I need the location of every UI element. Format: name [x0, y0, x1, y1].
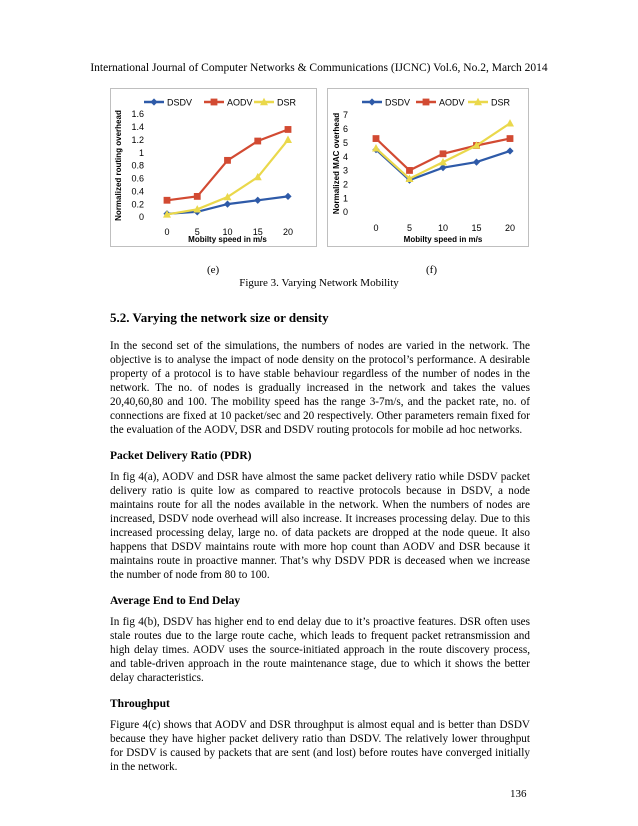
pdr-paragraph: In fig 4(a), AODV and DSR have almost the same packet delivery ratio while DSDV packet delivery ratio is quite low as compared to reactive protocols because in DSDV, a node maintains route for all the nodes available in the network. When the numbers of nodes are increased, DSDV node overhead will also increase. It increases processing delay. Due to this increased processing delay, large no. of data packets are dropped at the node queue. It also happens that DSDV maintains route with more hop count than AODV and DSR because it maintains route in proactive manner. That’s why DSDV PDR is deceased when we increase the number of node from 80 to 100.: [110, 471, 530, 581]
chart-e-legend-label-dsr: DSR: [277, 97, 297, 108]
chart-e-xtick-label: 10: [222, 227, 233, 237]
chart-f-point-dsdv: [506, 147, 513, 154]
chart-f-ytick-label: 7: [342, 110, 348, 121]
intro-paragraph: In the second set of the simulations, the numbers of nodes are varied in the network. The objective is to analyse the impact of node density on the protocol’s performance. A desirable property of a protocol is to have stable behaviour regardless of the number of nodes in the network. The no. of nodes is gradually increased in the network and takes the values 20,40,60,80 and 100. The mobility speed has the range 3-7m/s, and the packet rate, no. of connections are fixed at 10 packet/sec and 20 respectively. Other parameters remain fixed for the evaluation of the AODV, DSR and DSDV routing protocols for mobile ad hoc networks.: [110, 340, 530, 436]
chart-e-ytick-label: 0.2: [131, 199, 144, 210]
chart-e-point-dsdv: [284, 193, 291, 200]
throughput-paragraph: Figure 4(c) shows that AODV and DSR throughput is almost equal and is better than DSDV because they have higher packet delivery ratio than DSDV. The relatively lower throughput for DSDV is caused by packets that are sent (and lost) before routes have converged initially in the network.: [110, 719, 530, 773]
chart-e-y-axis-label: Normalized routing overhead: [114, 110, 123, 221]
chart-f-legend-marker-dsdv: [368, 98, 375, 105]
chart-f-svg: [328, 89, 528, 246]
chart-e-ytick-label: 0: [138, 212, 144, 223]
pdr-heading: Packet Delivery Ratio (PDR): [110, 450, 252, 462]
chart-f-ytick-label: 6: [342, 124, 348, 135]
chart-f-ytick-label: 2: [342, 179, 348, 190]
journal-header: International Journal of Computer Networks & Communications (IJCNC) Vol.6, No.2, March 2014: [90, 62, 548, 74]
chart-f-legend-label-dsr: DSR: [491, 97, 511, 108]
chart-e-ytick-label: 1.4: [131, 122, 144, 133]
chart-f-point-dsr: [372, 144, 380, 151]
chart-e-xtick-label: 0: [164, 227, 170, 237]
chart-f-ytick-label: 5: [342, 137, 348, 148]
chart-e-ytick-label: 0.6: [131, 173, 144, 184]
chart-f-legend-marker-aodv: [423, 99, 430, 106]
chart-normalized-mac-overhead: [327, 88, 529, 247]
delay-heading: Average End to End Delay: [110, 595, 241, 607]
chart-f-ytick-label: 0: [342, 207, 348, 218]
chart-e-legend-label-dsdv: DSDV: [167, 97, 193, 108]
chart-f-xtick-label: 15: [471, 223, 482, 233]
body-content: [110, 310, 530, 787]
chart-e-legend-marker-dsdv: [150, 98, 157, 105]
chart-f-ytick-label: 1: [342, 193, 348, 204]
chart-f-y-axis-label: Normalized MAC overhead: [332, 112, 341, 215]
chart-e-point-aodv: [224, 157, 231, 164]
chart-e-xtick-label: 5: [194, 227, 200, 237]
chart-e-point-aodv: [194, 193, 201, 200]
chart-normalized-routing-overhead: [110, 88, 317, 247]
chart-f-ytick-label: 3: [342, 165, 348, 176]
section-title: 5.2. Varying the network size or density: [110, 310, 329, 325]
chart-e-point-aodv: [254, 138, 261, 145]
chart-e-point-dsr: [284, 136, 292, 143]
chart-f-point-aodv: [440, 150, 447, 157]
chart-f-legend-label-aodv: AODV: [439, 97, 465, 108]
chart-e-point-dsdv: [254, 197, 261, 204]
chart-e-series-line-aodv: [167, 130, 288, 201]
throughput-heading: Throughput: [110, 698, 170, 710]
chart-e-legend-marker-aodv: [211, 99, 218, 106]
page-number: 136: [510, 788, 527, 800]
chart-f-legend-label-dsdv: DSDV: [385, 97, 411, 108]
chart-e-ytick-label: 1.2: [131, 134, 144, 145]
chart-e-x-axis-label: Mobilty speed in m/s: [188, 235, 267, 244]
subfigure-label-e: (e): [207, 264, 220, 276]
chart-e-point-aodv: [285, 126, 292, 133]
delay-paragraph: In fig 4(b), DSDV has higher end to end delay due to it’s proactive features. DSR often uses stale routes due to the large route cache, which leads to frequent packet retransmission and high delay times. AODV uses the source-initiated approach in the route discovery process, and table-driven approach in the route maintenance stage, due to which it shows the better delay characteristics.: [110, 616, 530, 684]
chart-f-xtick-label: 20: [504, 223, 516, 233]
subfigure-label-f: (f): [426, 264, 437, 276]
chart-e-ytick-label: 1.6: [131, 109, 144, 120]
chart-e-ytick-label: 1: [138, 147, 144, 158]
chart-e-xtick-label: 20: [282, 227, 294, 237]
chart-f-xtick-label: 0: [373, 223, 379, 233]
chart-f-point-dsr: [506, 119, 514, 126]
chart-e-point-aodv: [164, 197, 171, 204]
chart-f-point-aodv: [507, 135, 514, 142]
chart-e-point-dsdv: [224, 201, 231, 208]
figure-caption: Figure 3. Varying Network Mobility: [239, 277, 399, 289]
chart-e-xtick-label: 15: [252, 227, 263, 237]
chart-e-legend-label-aodv: AODV: [227, 97, 253, 108]
chart-f-x-axis-label: Mobilty speed in m/s: [403, 235, 483, 244]
chart-f-point-dsdv: [473, 159, 480, 166]
chart-f-point-aodv: [373, 135, 380, 142]
chart-e-svg: [111, 89, 316, 246]
chart-f-xtick-label: 10: [437, 223, 449, 233]
chart-f-point-aodv: [406, 167, 413, 174]
chart-e-ytick-label: 0.4: [131, 186, 144, 197]
chart-e-ytick-label: 0.8: [131, 160, 144, 171]
chart-f-ytick-label: 4: [342, 151, 348, 162]
chart-f-xtick-label: 5: [406, 223, 413, 233]
